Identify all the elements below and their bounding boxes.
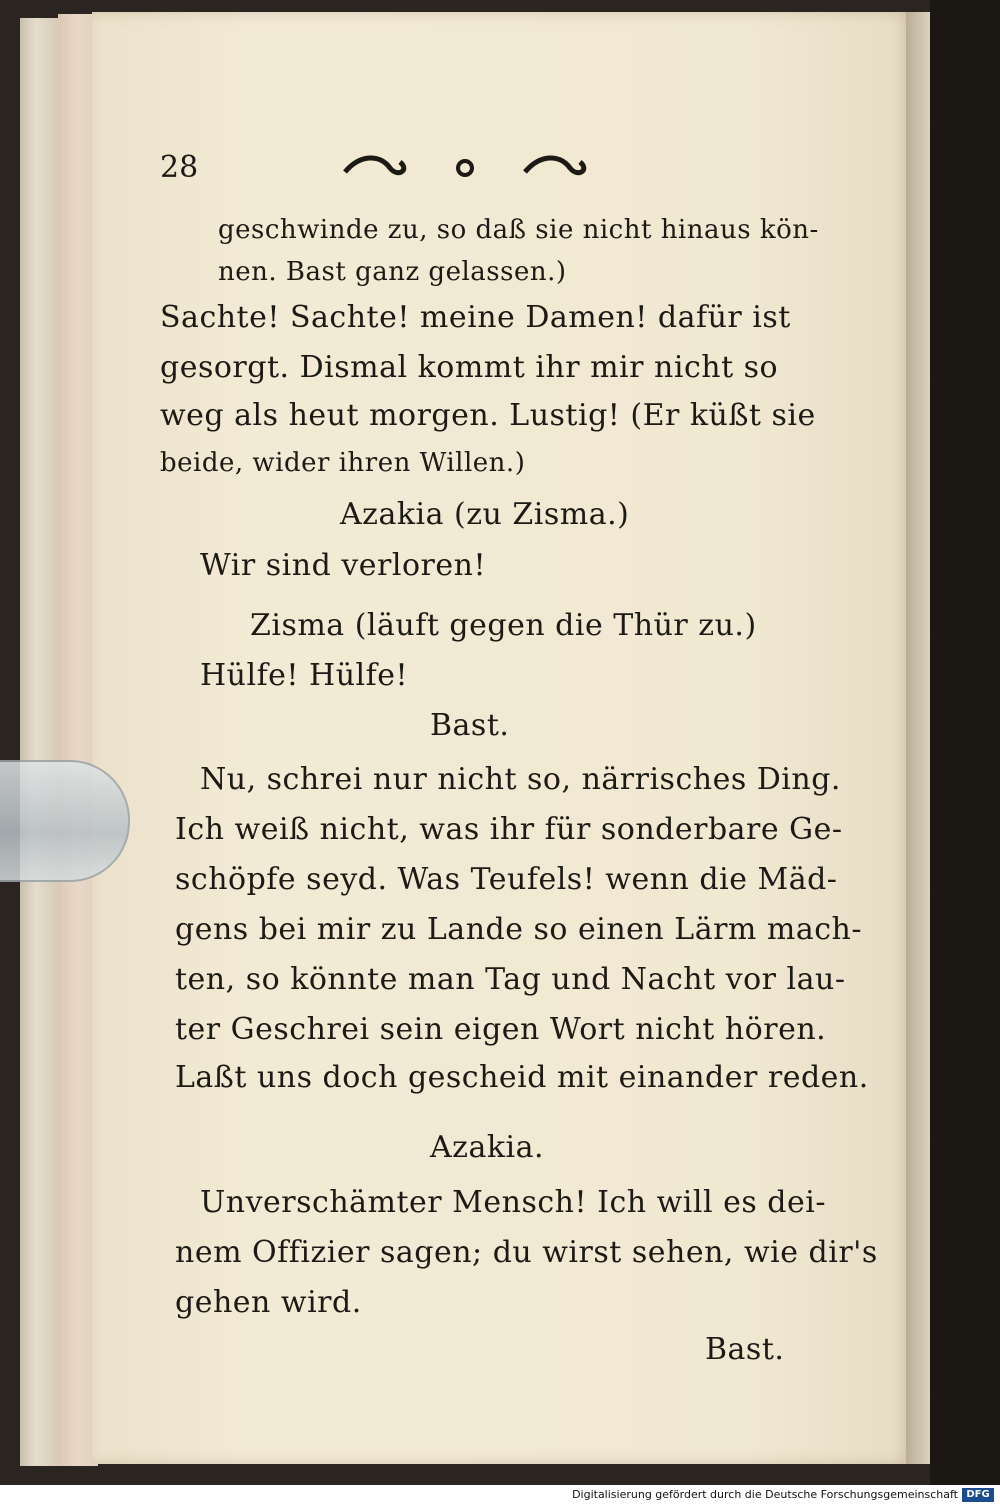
dfg-logo: DFG — [962, 1488, 994, 1502]
text-line-8: Wir sind verloren! — [200, 548, 487, 583]
footer-bar — [0, 1485, 1000, 1505]
text-line-22: gehen wird. — [175, 1285, 362, 1320]
scan-margin-right — [930, 0, 1000, 1485]
speaker-azakia-2: Azakia. — [430, 1130, 545, 1165]
ornament-divider — [340, 150, 590, 184]
speaker-zisma: Zisma (läuft gegen die Thür zu.) — [250, 608, 757, 643]
text-line-21: nem Offizier sagen; du wirst sehen, wie dir's — [175, 1235, 878, 1270]
text-line-13: Ich weiß nicht, was ihr für sonderbare Ge- — [175, 812, 843, 847]
speaker-bast: Bast. — [430, 708, 510, 743]
text-line-3: Sachte! Sachte! meine Damen! dafür ist — [160, 300, 791, 335]
speaker-bast-2: Bast. — [705, 1332, 785, 1367]
text-line-15: gens bei mir zu Lande so einen Lärm mach- — [175, 912, 863, 947]
text-line-4: gesorgt. Dismal kommt ihr mir nicht so — [160, 350, 779, 385]
text-line-14: schöpfe seyd. Was Teufels! wenn die Mäd- — [175, 862, 838, 897]
text-line-10: Hülfe! Hülfe! — [200, 658, 409, 693]
footer-credit: Digitalisierung gefördert durch die Deutsche Forschungsgemeinschaft — [572, 1488, 958, 1501]
text-line-5: weg als heut morgen. Lustig! (Er küßt sie — [160, 398, 816, 433]
text-line-2: nen. Bast ganz gelassen.) — [218, 257, 567, 287]
text-line-18: Laßt uns doch gescheid mit einander reden. — [175, 1060, 869, 1095]
text-line-6: beide, wider ihren Willen.) — [160, 448, 526, 478]
text-line-16: ten, so könnte man Tag und Nacht vor lau- — [175, 962, 846, 997]
speaker-azakia: Azakia (zu Zisma.) — [340, 497, 630, 532]
book-edge-right — [906, 12, 930, 1464]
page-clip — [0, 760, 130, 882]
text-line-17: ter Geschrei sein eigen Wort nicht hören. — [175, 1012, 827, 1047]
text-line-12: Nu, schrei nur nicht so, närrisches Ding. — [200, 762, 841, 797]
book-edge-left — [20, 18, 60, 1466]
page-number: 28 — [160, 150, 199, 185]
text-line-20: Unverschämter Mensch! Ich will es dei- — [200, 1185, 826, 1220]
text-line-1: geschwinde zu, so daß sie nicht hinaus kön- — [218, 215, 819, 245]
